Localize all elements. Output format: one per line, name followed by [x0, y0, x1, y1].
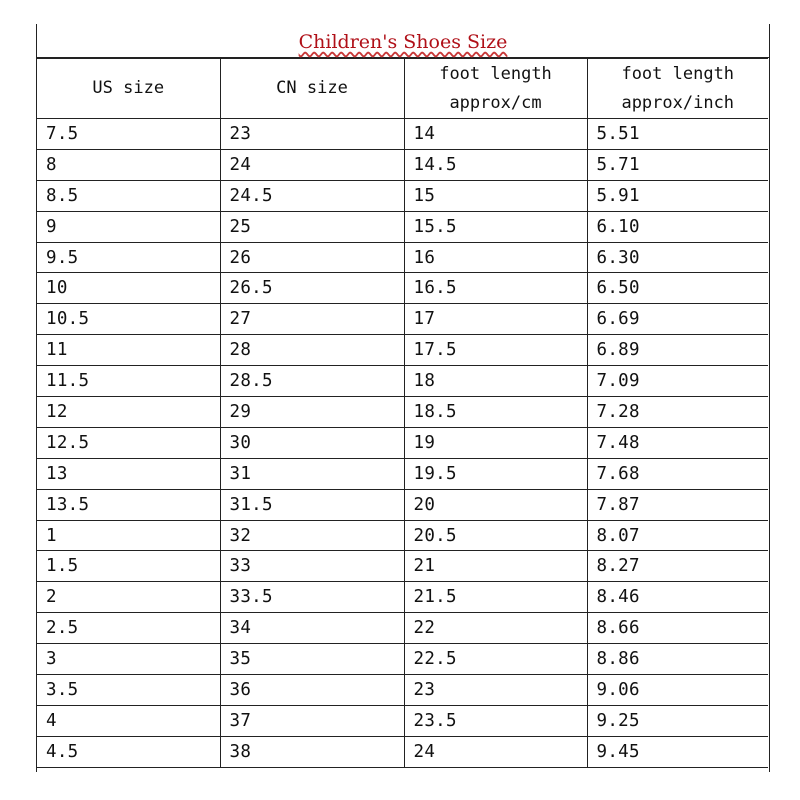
foot-length-cm-cell: 19: [404, 427, 587, 458]
cn-size-cell: 31.5: [220, 489, 404, 520]
cn-size-cell: 27: [220, 304, 404, 335]
table-row: [37, 242, 768, 273]
foot-length-cm-cell: 24: [404, 736, 587, 767]
table-row: [37, 119, 768, 150]
foot-length-inch-cell: 7.68: [587, 458, 768, 489]
table-row: [37, 273, 768, 304]
foot-length-inch-cell: 5.91: [587, 180, 768, 211]
us-size-cell: 13: [37, 458, 220, 489]
foot-length-cm-cell: 21: [404, 551, 587, 582]
us-size-cell: 8: [37, 149, 220, 180]
cn-size-cell: 34: [220, 613, 404, 644]
chart-title: [37, 24, 769, 58]
foot-length-cm-cell: 16.5: [404, 273, 587, 304]
us-size-cell: 7.5: [37, 119, 220, 150]
foot-length-cm-cell: 14.5: [404, 149, 587, 180]
foot-length-cm-cell: 17: [404, 304, 587, 335]
us-size-cell: 2.5: [37, 613, 220, 644]
foot-length-inch-cell: 8.66: [587, 613, 768, 644]
foot-length-cm-cell: 14: [404, 119, 587, 150]
us-size-cell: 13.5: [37, 489, 220, 520]
foot-length-inch-cell: 6.89: [587, 335, 768, 366]
table-body: [37, 119, 768, 768]
foot-length-cm-cell: 22: [404, 613, 587, 644]
foot-length-cm-cell: 15: [404, 180, 587, 211]
us-size-cell: 3: [37, 644, 220, 675]
us-size-cell: 11: [37, 335, 220, 366]
foot-length-inch-cell: 7.48: [587, 427, 768, 458]
table-row: [37, 736, 768, 767]
foot-length-inch-cell: 5.71: [587, 149, 768, 180]
cn-size-cell: 29: [220, 397, 404, 428]
us-size-cell: 1: [37, 520, 220, 551]
cn-size-cell: 26.5: [220, 273, 404, 304]
foot-length-inch-cell: 8.46: [587, 582, 768, 613]
foot-length-cm-cell: 20: [404, 489, 587, 520]
cn-size-cell: 23: [220, 119, 404, 150]
foot-length-cm-cell: 17.5: [404, 335, 587, 366]
header-foot-length-cm-line2: approx/cm: [449, 92, 542, 113]
chart-title-text: Children's Shoes Size: [298, 31, 508, 53]
table-row: [37, 149, 768, 180]
header-us-size-line1: US size: [92, 78, 165, 98]
cn-size-cell: 38: [220, 736, 404, 767]
foot-length-cm-cell: 15.5: [404, 211, 587, 242]
us-size-cell: 2: [37, 582, 220, 613]
cn-size-cell: 36: [220, 675, 404, 706]
table-row: [37, 304, 768, 335]
header-cn-size: [220, 59, 404, 119]
cn-size-cell: 37: [220, 705, 404, 736]
foot-length-inch-cell: 7.09: [587, 366, 768, 397]
foot-length-inch-cell: 9.06: [587, 675, 768, 706]
us-size-cell: 12: [37, 397, 220, 428]
header-us-size: [37, 59, 220, 119]
header-row: [37, 59, 768, 119]
foot-length-cm-cell: 18: [404, 366, 587, 397]
foot-length-inch-cell: 7.28: [587, 397, 768, 428]
foot-length-cm-cell: 21.5: [404, 582, 587, 613]
cn-size-cell: 24: [220, 149, 404, 180]
foot-length-cm-cell: 19.5: [404, 458, 587, 489]
table-row: [37, 644, 768, 675]
table-row: [37, 335, 768, 366]
table-row: [37, 211, 768, 242]
cn-size-cell: 26: [220, 242, 404, 273]
foot-length-inch-cell: 9.25: [587, 705, 768, 736]
table-row: [37, 705, 768, 736]
foot-length-cm-cell: 23.5: [404, 705, 587, 736]
table-row: [37, 489, 768, 520]
us-size-cell: 10.5: [37, 304, 220, 335]
cn-size-cell: 28: [220, 335, 404, 366]
foot-length-inch-cell: 9.45: [587, 736, 768, 767]
cn-size-cell: 33: [220, 551, 404, 582]
header-foot-length-cm-line1: foot length: [439, 63, 552, 84]
foot-length-inch-cell: 8.27: [587, 551, 768, 582]
foot-length-inch-cell: 7.87: [587, 489, 768, 520]
header-cn-size-line1: CN size: [276, 78, 348, 98]
cn-size-cell: 24.5: [220, 180, 404, 211]
us-size-cell: 3.5: [37, 675, 220, 706]
foot-length-inch-cell: 6.50: [587, 273, 768, 304]
foot-length-cm-cell: 22.5: [404, 644, 587, 675]
us-size-cell: 8.5: [37, 180, 220, 211]
table-row: [37, 613, 768, 644]
us-size-cell: 9: [37, 211, 220, 242]
cn-size-cell: 35: [220, 644, 404, 675]
foot-length-inch-cell: 8.07: [587, 520, 768, 551]
us-size-cell: 4.5: [37, 736, 220, 767]
header-foot-length-inch-line1: foot length: [621, 63, 735, 84]
size-table: [37, 58, 768, 768]
header-foot-length-cm: [404, 59, 587, 119]
header-foot-length-inch: [587, 59, 768, 119]
foot-length-inch-cell: 6.10: [587, 211, 768, 242]
foot-length-inch-cell: 5.51: [587, 119, 768, 150]
table-row: [37, 675, 768, 706]
us-size-cell: 9.5: [37, 242, 220, 273]
cn-size-cell: 32: [220, 520, 404, 551]
foot-length-inch-cell: 6.30: [587, 242, 768, 273]
us-size-cell: 12.5: [37, 427, 220, 458]
us-size-cell: 11.5: [37, 366, 220, 397]
table-row: [37, 582, 768, 613]
us-size-cell: 4: [37, 705, 220, 736]
foot-length-inch-cell: 6.69: [587, 304, 768, 335]
cn-size-cell: 28.5: [220, 366, 404, 397]
foot-length-inch-cell: 8.86: [587, 644, 768, 675]
foot-length-cm-cell: 20.5: [404, 520, 587, 551]
table-row: [37, 520, 768, 551]
table-row: [37, 427, 768, 458]
cn-size-cell: 31: [220, 458, 404, 489]
size-chart-sheet: [36, 24, 770, 772]
foot-length-cm-cell: 16: [404, 242, 587, 273]
foot-length-cm-cell: 23: [404, 675, 587, 706]
header-foot-length-inch-line2: approx/inch: [621, 92, 735, 113]
table-row: [37, 180, 768, 211]
us-size-cell: 10: [37, 273, 220, 304]
table-row: [37, 551, 768, 582]
cn-size-cell: 25: [220, 211, 404, 242]
table-row: [37, 366, 768, 397]
cn-size-cell: 30: [220, 427, 404, 458]
foot-length-cm-cell: 18.5: [404, 397, 587, 428]
us-size-cell: 1.5: [37, 551, 220, 582]
table-row: [37, 458, 768, 489]
cn-size-cell: 33.5: [220, 582, 404, 613]
table-row: [37, 397, 768, 428]
